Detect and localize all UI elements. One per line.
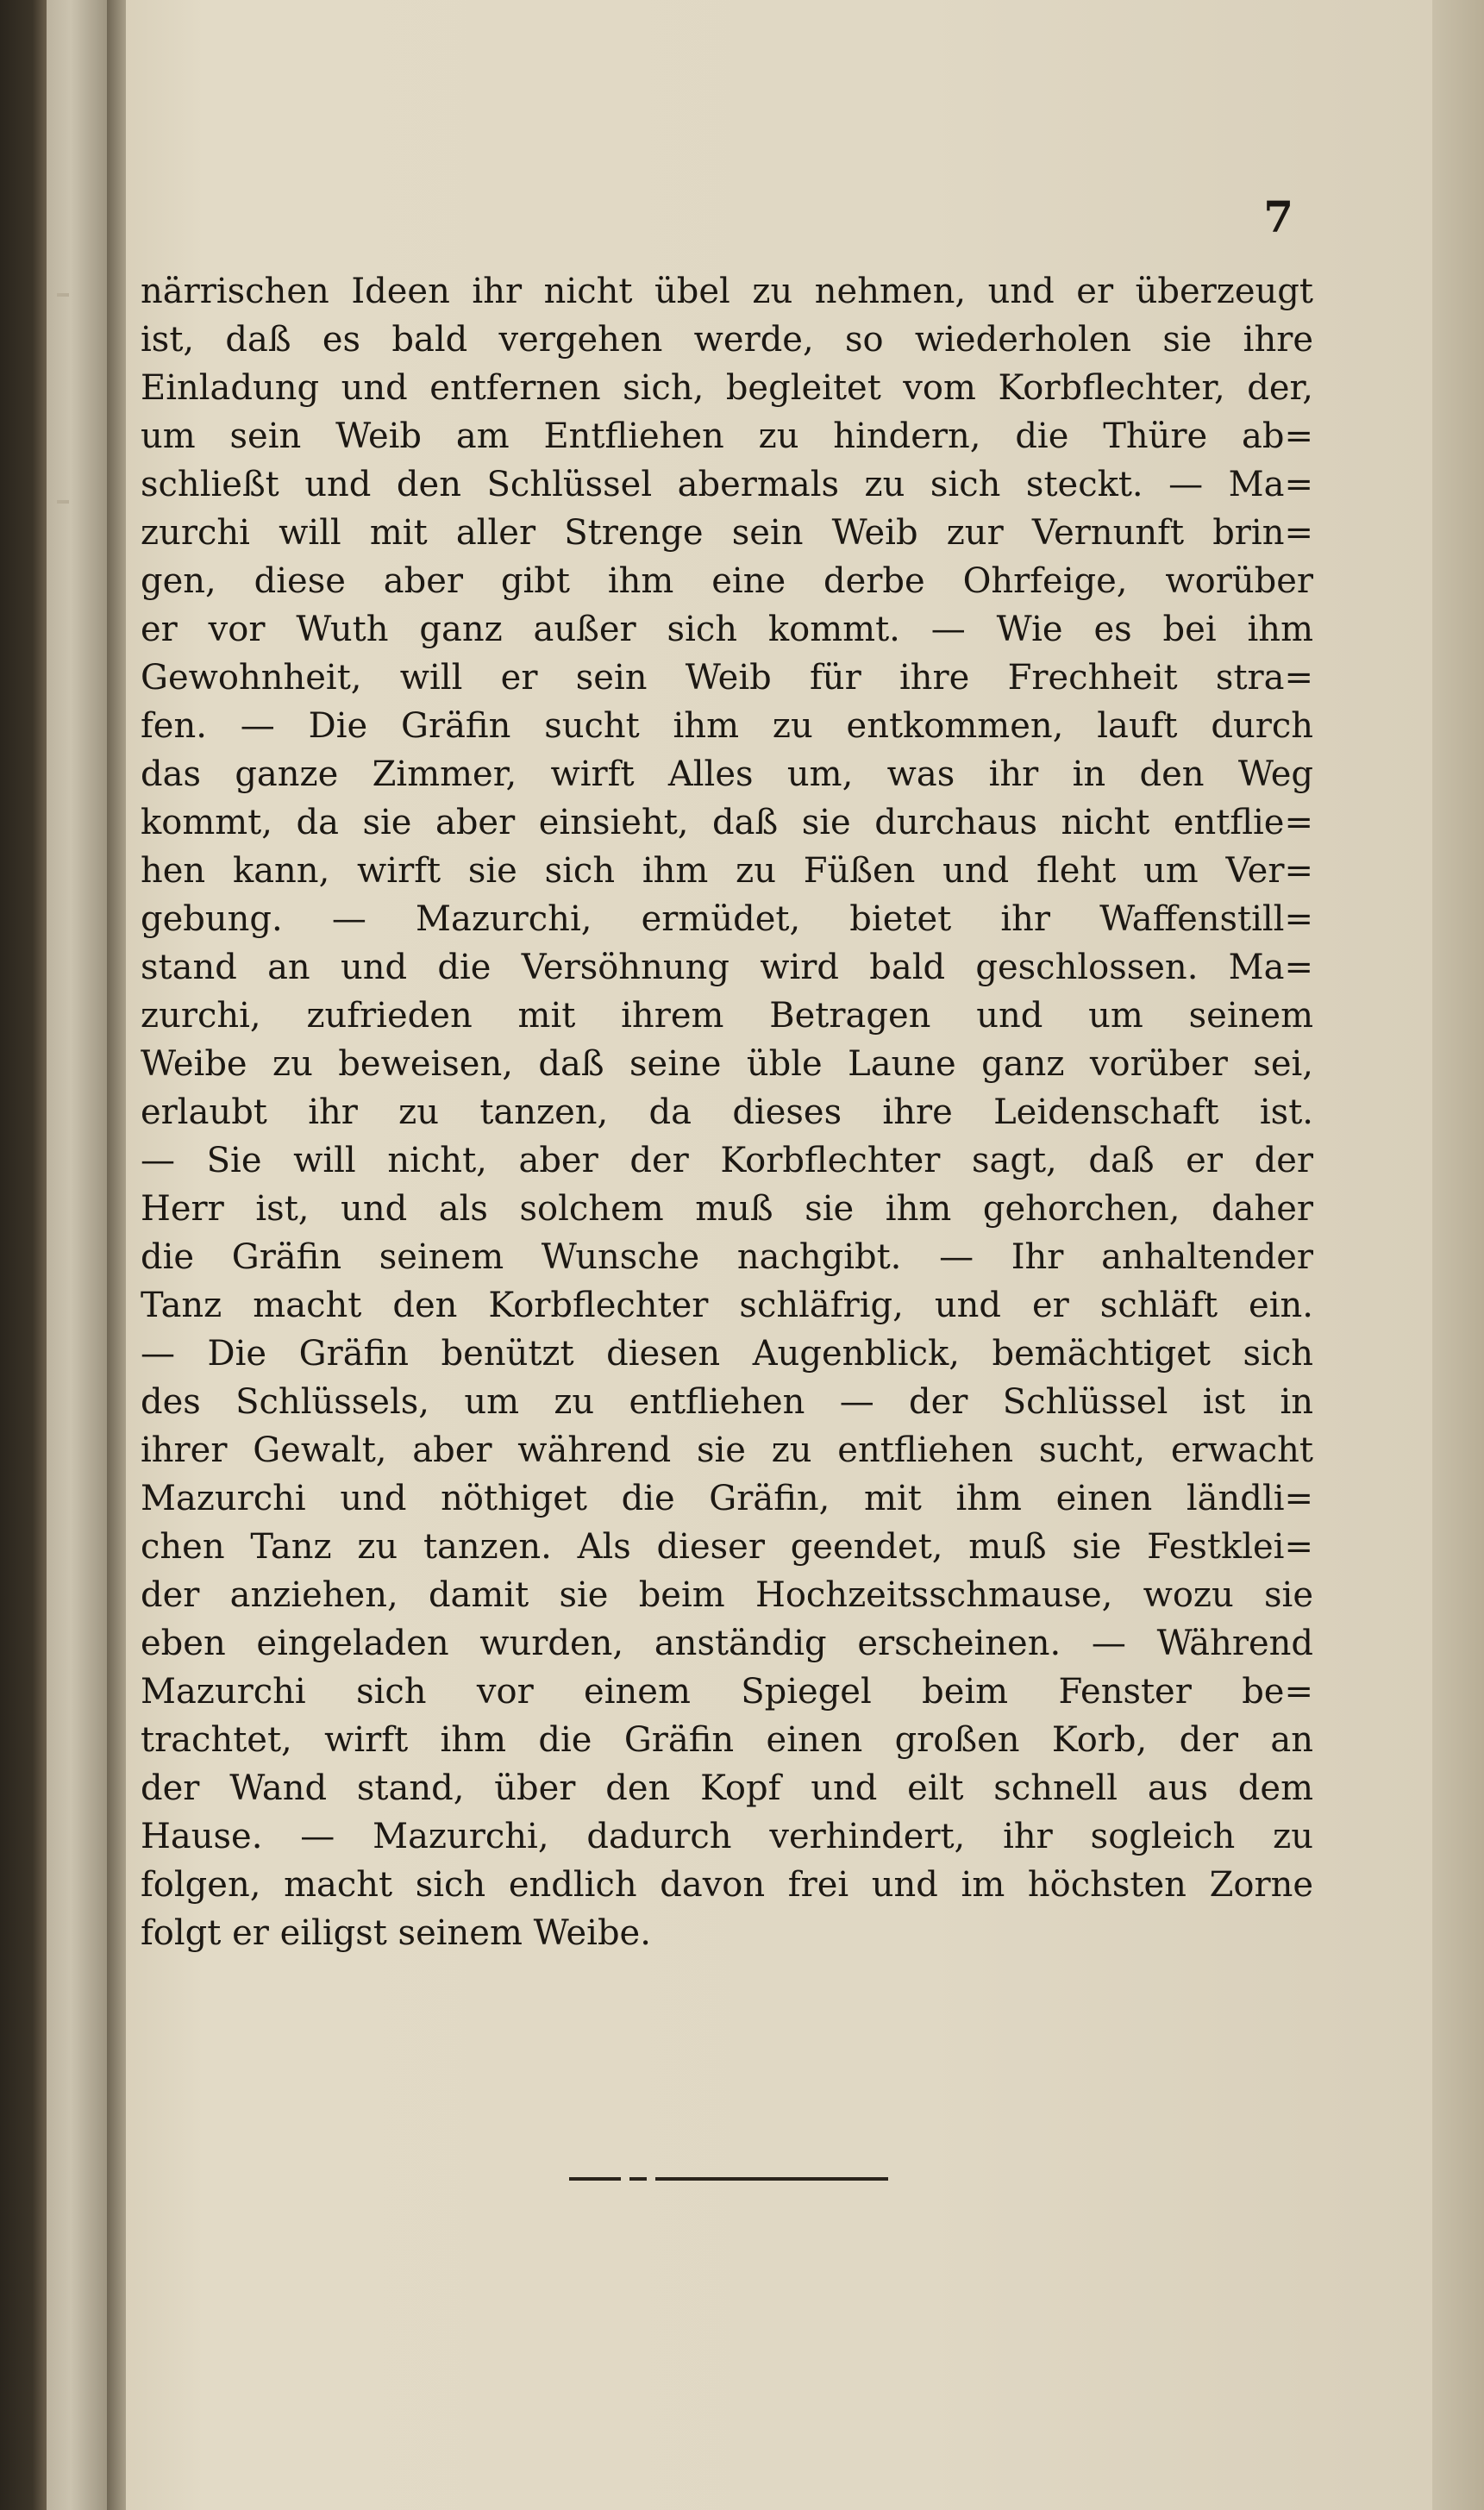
text-line: Gewohnheit, will er sein Weib für ihre Frechheit stra= [141, 658, 1313, 698]
text-line: der anziehen, damit sie beim Hochzeitsschmause, wozu sie [141, 1575, 1313, 1615]
text-line: gen, diese aber gibt ihm eine derbe Ohrfeige, worüber [141, 561, 1313, 601]
text-line: er vor Wuth ganz außer sich kommt. — Wie es bei ihm [141, 610, 1313, 649]
text-line: Tanz macht den Korbflechter schläfrig, und er schläft ein. [141, 1286, 1313, 1325]
text-line: Weibe zu beweisen, daß seine üble Laune ganz vorüber sei, [141, 1044, 1313, 1084]
text-line: erlaubt ihr zu tanzen, da dieses ihre Leidenschaft ist. [141, 1092, 1313, 1132]
text-line: hen kann, wirft sie sich ihm zu Füßen und fleht um Ver= [141, 851, 1313, 891]
text-line: um sein Weib am Entfliehen zu hindern, die Thüre ab= [141, 416, 1313, 456]
page-number: 7 [1263, 191, 1293, 242]
text-line: zurchi will mit aller Strenge sein Weib zur Vernunft brin= [141, 513, 1313, 553]
text-line: fen. — Die Gräfin sucht ihm zu entkommen, lauft durch [141, 706, 1313, 746]
text-line: der Wand stand, über den Kopf und eilt schnell aus dem [141, 1768, 1313, 1808]
text-line: Herr ist, und als solchem muß sie ihm gehorchen, daher [141, 1189, 1313, 1229]
text-line: stand an und die Versöhnung wird bald geschlossen. Ma= [141, 948, 1313, 987]
text-line: des Schlüssels, um zu entfliehen — der Schlüssel ist in [141, 1382, 1313, 1422]
text-line: eben eingeladen wurden, anständig erscheinen. — Während [141, 1624, 1313, 1663]
text-line: folgen, macht sich endlich davon frei und im höchsten Zorne [141, 1865, 1313, 1905]
text-line: die Gräfin seinem Wunsche nachgibt. — Ihr anhaltender [141, 1237, 1313, 1277]
text-line: Hause. — Mazurchi, dadurch verhindert, ihr sogleich zu [141, 1817, 1313, 1856]
scan-background-edge [0, 0, 47, 2510]
text-line: — Sie will nicht, aber der Korbflechter sagt, daß er der [141, 1141, 1313, 1180]
book-gutter [107, 0, 126, 2510]
edge-mark [57, 500, 69, 504]
previous-page-edge [47, 0, 107, 2510]
body-text [141, 267, 1313, 1957]
text-line: schließt und den Schlüssel abermals zu sich steckt. — Ma= [141, 465, 1313, 504]
end-rule [569, 2177, 888, 2181]
text-line: närrischen Ideen ihr nicht übel zu nehmen, und er überzeugt [141, 272, 1313, 311]
text-line: Mazurchi sich vor einem Spiegel beim Fenster be= [141, 1672, 1313, 1712]
text-line: — Die Gräfin benützt diesen Augenblick, bemächtiget sich [141, 1334, 1313, 1374]
text-line: das ganze Zimmer, wirft Alles um, was ihr in den Weg [141, 754, 1313, 794]
text-line: Einladung und entfernen sich, begleitet vom Korbflechter, der, [141, 368, 1313, 408]
rule-segment [569, 2177, 621, 2181]
text-line: Mazurchi und nöthiget die Gräfin, mit ihm einen ländli= [141, 1479, 1313, 1518]
text-line: ihrer Gewalt, aber während sie zu entfliehen sucht, erwacht [141, 1430, 1313, 1470]
text-line: folgt er eiligst seinem Weibe. [141, 1913, 651, 1953]
edge-mark [57, 293, 69, 297]
page-right-edge [1432, 0, 1484, 2510]
text-line: gebung. — Mazurchi, ermüdet, bietet ihr Waffenstill= [141, 899, 1313, 939]
text-line: zurchi, zufrieden mit ihrem Betragen und um seinem [141, 996, 1313, 1036]
text-line: ist, daß es bald vergehen werde, so wiederholen sie ihre [141, 320, 1313, 360]
text-line: chen Tanz zu tanzen. Als dieser geendet, muß sie Festklei= [141, 1527, 1313, 1567]
rule-segment [655, 2177, 888, 2181]
text-line: kommt, da sie aber einsieht, daß sie durchaus nicht entflie= [141, 803, 1313, 842]
text-line: trachtet, wirft ihm die Gräfin einen großen Korb, der an [141, 1720, 1313, 1760]
rule-segment [629, 2177, 647, 2181]
